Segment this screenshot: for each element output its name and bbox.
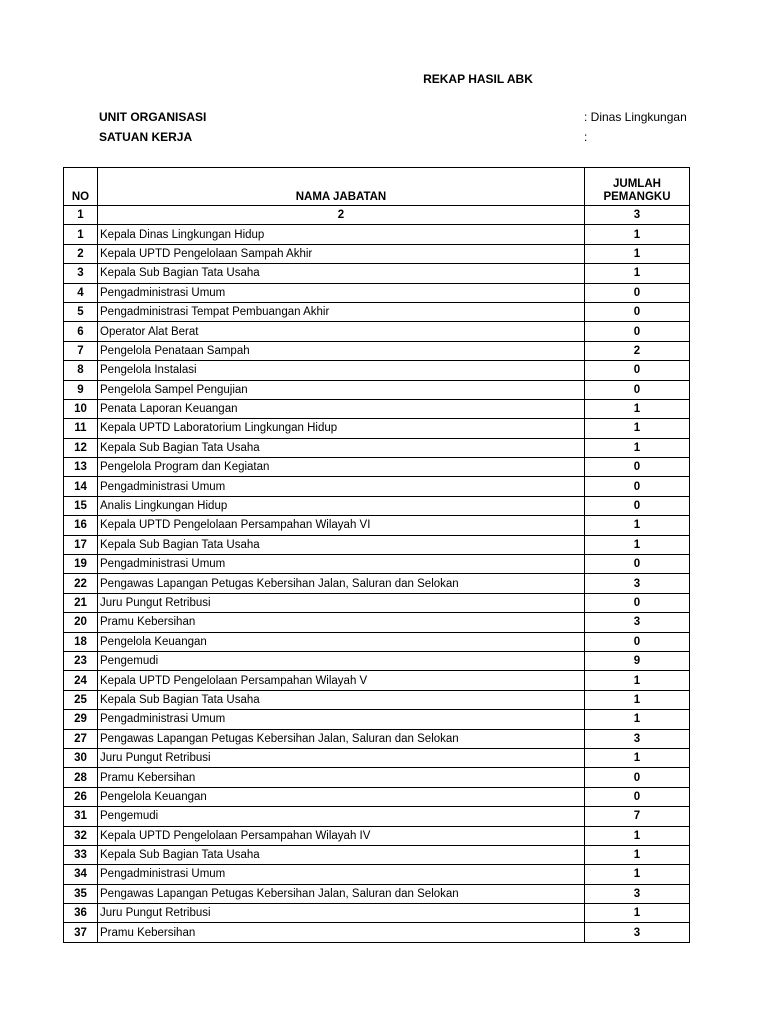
row-no-cell: 4 — [64, 283, 98, 302]
row-no-cell: 3 — [64, 264, 98, 283]
row-no-cell: 24 — [64, 671, 98, 690]
row-jumlah-pemangku-cell: 3 — [585, 884, 690, 903]
row-nama-jabatan-cell: Pengemudi — [98, 807, 585, 826]
row-nama-jabatan-cell: Kepala UPTD Pengelolaan Persampahan Wilayah IV — [98, 826, 585, 845]
row-jumlah-pemangku-cell: 0 — [585, 555, 690, 574]
table-header-row — [64, 168, 690, 206]
table-row — [64, 322, 690, 341]
row-jumlah-pemangku-cell: 3 — [585, 923, 690, 942]
row-nama-jabatan-cell: Pengadministrasi Umum — [98, 865, 585, 884]
row-nama-jabatan-cell: Kepala UPTD Pengelolaan Persampahan Wilayah VI — [98, 516, 585, 535]
table-row — [64, 361, 690, 380]
table-row — [64, 807, 690, 826]
row-jumlah-pemangku-cell: 3 — [585, 613, 690, 632]
row-jumlah-pemangku-cell: 0 — [585, 458, 690, 477]
row-jumlah-pemangku-cell: 1 — [585, 419, 690, 438]
row-no-cell: 32 — [64, 826, 98, 845]
row-jumlah-pemangku-cell: 1 — [585, 826, 690, 845]
row-no-cell: 22 — [64, 574, 98, 593]
row-no-cell: 30 — [64, 748, 98, 767]
row-nama-jabatan-cell: Pengelola Sampel Pengujian — [98, 380, 585, 399]
row-no-cell: 36 — [64, 904, 98, 923]
row-no-cell: 14 — [64, 477, 98, 496]
row-no-cell: 34 — [64, 865, 98, 884]
col-header-jumlah: JUMLAH — [613, 178, 661, 190]
row-nama-jabatan-cell: Kepala Sub Bagian Tata Usaha — [98, 845, 585, 864]
table-row — [64, 768, 690, 787]
row-jumlah-pemangku-cell: 1 — [585, 845, 690, 864]
row-nama-jabatan-cell: Juru Pungut Retribusi — [98, 748, 585, 767]
row-no-cell: 27 — [64, 729, 98, 748]
col-header-no: NO — [64, 168, 98, 206]
column-index-cell: 1 — [64, 206, 98, 225]
row-jumlah-pemangku-cell: 1 — [585, 748, 690, 767]
row-nama-jabatan-cell: Kepala UPTD Laboratorium Lingkungan Hidup — [98, 419, 585, 438]
row-nama-jabatan-cell: Pengelola Program dan Kegiatan — [98, 458, 585, 477]
row-jumlah-pemangku-cell: 7 — [585, 807, 690, 826]
row-jumlah-pemangku-cell: 1 — [585, 438, 690, 457]
row-jumlah-pemangku-cell: 1 — [585, 865, 690, 884]
row-nama-jabatan-cell: Analis Lingkungan Hidup — [98, 496, 585, 515]
row-no-cell: 37 — [64, 923, 98, 942]
table-row — [64, 613, 690, 632]
unit-organisasi-value: : Dinas Lingkungan — [584, 110, 687, 124]
row-no-cell: 5 — [64, 302, 98, 321]
table-row — [64, 225, 690, 244]
row-jumlah-pemangku-cell: 1 — [585, 399, 690, 418]
table-row — [64, 865, 690, 884]
row-no-cell: 16 — [64, 516, 98, 535]
row-no-cell: 11 — [64, 419, 98, 438]
table-row — [64, 458, 690, 477]
col-header-jumlah-pemangku — [585, 168, 690, 206]
row-jumlah-pemangku-cell: 1 — [585, 225, 690, 244]
row-jumlah-pemangku-cell: 0 — [585, 322, 690, 341]
row-jumlah-pemangku-cell: 9 — [585, 651, 690, 670]
row-no-cell: 33 — [64, 845, 98, 864]
row-no-cell: 1 — [64, 225, 98, 244]
table-row — [64, 729, 690, 748]
table-row — [64, 380, 690, 399]
table-row — [64, 399, 690, 418]
table-row — [64, 710, 690, 729]
row-jumlah-pemangku-cell: 0 — [585, 380, 690, 399]
row-jumlah-pemangku-cell: 1 — [585, 264, 690, 283]
row-no-cell: 15 — [64, 496, 98, 515]
table-row — [64, 535, 690, 554]
satuan-kerja-value: : — [584, 130, 588, 144]
row-no-cell: 8 — [64, 361, 98, 380]
satuan-kerja-label: SATUAN KERJA — [99, 130, 193, 144]
row-jumlah-pemangku-cell: 0 — [585, 361, 690, 380]
row-no-cell: 12 — [64, 438, 98, 457]
table-row — [64, 244, 690, 263]
row-nama-jabatan-cell: Pengelola Instalasi — [98, 361, 585, 380]
row-nama-jabatan-cell: Pengelola Penataan Sampah — [98, 341, 585, 360]
row-no-cell: 26 — [64, 787, 98, 806]
row-nama-jabatan-cell: Pengelola Keuangan — [98, 632, 585, 651]
table-row — [64, 438, 690, 457]
row-nama-jabatan-cell: Pengadministrasi Umum — [98, 283, 585, 302]
col-header-nama-jabatan: NAMA JABATAN — [98, 168, 585, 206]
row-jumlah-pemangku-cell: 0 — [585, 787, 690, 806]
row-jumlah-pemangku-cell: 1 — [585, 535, 690, 554]
row-nama-jabatan-cell: Juru Pungut Retribusi — [98, 593, 585, 612]
row-jumlah-pemangku-cell: 1 — [585, 671, 690, 690]
row-nama-jabatan-cell: Pramu Kebersihan — [98, 613, 585, 632]
table-row — [64, 884, 690, 903]
row-jumlah-pemangku-cell: 3 — [585, 574, 690, 593]
col-header-pemangku: PEMANGKU — [603, 191, 671, 203]
table-row — [64, 651, 690, 670]
row-no-cell: 6 — [64, 322, 98, 341]
row-jumlah-pemangku-cell: 1 — [585, 690, 690, 709]
row-jumlah-pemangku-cell: 0 — [585, 283, 690, 302]
table-row — [64, 574, 690, 593]
row-nama-jabatan-cell: Pengemudi — [98, 651, 585, 670]
row-no-cell: 29 — [64, 710, 98, 729]
table-row — [64, 341, 690, 360]
table-row — [64, 690, 690, 709]
row-no-cell: 17 — [64, 535, 98, 554]
row-jumlah-pemangku-cell: 0 — [585, 593, 690, 612]
row-nama-jabatan-cell: Kepala Sub Bagian Tata Usaha — [98, 535, 585, 554]
row-no-cell: 25 — [64, 690, 98, 709]
row-nama-jabatan-cell: Pengadministrasi Umum — [98, 555, 585, 574]
row-no-cell: 10 — [64, 399, 98, 418]
table-row — [64, 264, 690, 283]
row-nama-jabatan-cell: Pramu Kebersihan — [98, 768, 585, 787]
row-nama-jabatan-cell: Operator Alat Berat — [98, 322, 585, 341]
table-row — [64, 477, 690, 496]
row-nama-jabatan-cell: Penata Laporan Keuangan — [98, 399, 585, 418]
table-row — [64, 593, 690, 612]
row-jumlah-pemangku-cell: 0 — [585, 632, 690, 651]
row-jumlah-pemangku-cell: 3 — [585, 729, 690, 748]
table-row — [64, 419, 690, 438]
column-index-cell: 2 — [98, 206, 585, 225]
table-row — [64, 748, 690, 767]
row-nama-jabatan-cell: Kepala UPTD Pengelolaan Persampahan Wilayah V — [98, 671, 585, 690]
row-no-cell: 28 — [64, 768, 98, 787]
table-row — [64, 302, 690, 321]
column-index-cell: 3 — [585, 206, 690, 225]
row-no-cell: 35 — [64, 884, 98, 903]
table-row — [64, 516, 690, 535]
row-jumlah-pemangku-cell: 0 — [585, 496, 690, 515]
table-row — [64, 632, 690, 651]
row-no-cell: 18 — [64, 632, 98, 651]
row-nama-jabatan-cell: Kepala Sub Bagian Tata Usaha — [98, 264, 585, 283]
row-nama-jabatan-cell: Kepala Dinas Lingkungan Hidup — [98, 225, 585, 244]
table-row — [64, 496, 690, 515]
table-row — [64, 826, 690, 845]
row-nama-jabatan-cell: Pengadministrasi Tempat Pembuangan Akhir — [98, 302, 585, 321]
row-nama-jabatan-cell: Kepala Sub Bagian Tata Usaha — [98, 438, 585, 457]
row-nama-jabatan-cell: Pengawas Lapangan Petugas Kebersihan Jalan, Saluran dan Selokan — [98, 729, 585, 748]
row-nama-jabatan-cell: Pengawas Lapangan Petugas Kebersihan Jalan, Saluran dan Selokan — [98, 574, 585, 593]
row-nama-jabatan-cell: Kepala Sub Bagian Tata Usaha — [98, 690, 585, 709]
row-jumlah-pemangku-cell: 0 — [585, 477, 690, 496]
row-no-cell: 7 — [64, 341, 98, 360]
row-nama-jabatan-cell: Pengawas Lapangan Petugas Kebersihan Jalan, Saluran dan Selokan — [98, 884, 585, 903]
row-no-cell: 23 — [64, 651, 98, 670]
row-jumlah-pemangku-cell: 0 — [585, 768, 690, 787]
row-jumlah-pemangku-cell: 1 — [585, 904, 690, 923]
row-jumlah-pemangku-cell: 2 — [585, 341, 690, 360]
row-nama-jabatan-cell: Juru Pungut Retribusi — [98, 904, 585, 923]
table-row — [64, 283, 690, 302]
document-title: REKAP HASIL ABK — [423, 72, 533, 86]
row-no-cell: 20 — [64, 613, 98, 632]
row-no-cell: 13 — [64, 458, 98, 477]
row-no-cell: 31 — [64, 807, 98, 826]
table-row — [64, 904, 690, 923]
table-row — [64, 787, 690, 806]
column-index-row — [64, 206, 690, 225]
table-row — [64, 923, 690, 942]
abk-table — [63, 167, 690, 943]
row-no-cell: 9 — [64, 380, 98, 399]
row-jumlah-pemangku-cell: 1 — [585, 244, 690, 263]
row-no-cell: 19 — [64, 555, 98, 574]
row-nama-jabatan-cell: Pramu Kebersihan — [98, 923, 585, 942]
unit-organisasi-label: UNIT ORGANISASI — [99, 110, 207, 124]
row-jumlah-pemangku-cell: 0 — [585, 302, 690, 321]
row-jumlah-pemangku-cell: 1 — [585, 710, 690, 729]
row-no-cell: 21 — [64, 593, 98, 612]
row-jumlah-pemangku-cell: 1 — [585, 516, 690, 535]
table-row — [64, 845, 690, 864]
row-nama-jabatan-cell: Kepala UPTD Pengelolaan Sampah Akhir — [98, 244, 585, 263]
table-row — [64, 555, 690, 574]
row-nama-jabatan-cell: Pengadministrasi Umum — [98, 477, 585, 496]
table-row — [64, 671, 690, 690]
row-no-cell: 2 — [64, 244, 98, 263]
row-nama-jabatan-cell: Pengelola Keuangan — [98, 787, 585, 806]
row-nama-jabatan-cell: Pengadministrasi Umum — [98, 710, 585, 729]
